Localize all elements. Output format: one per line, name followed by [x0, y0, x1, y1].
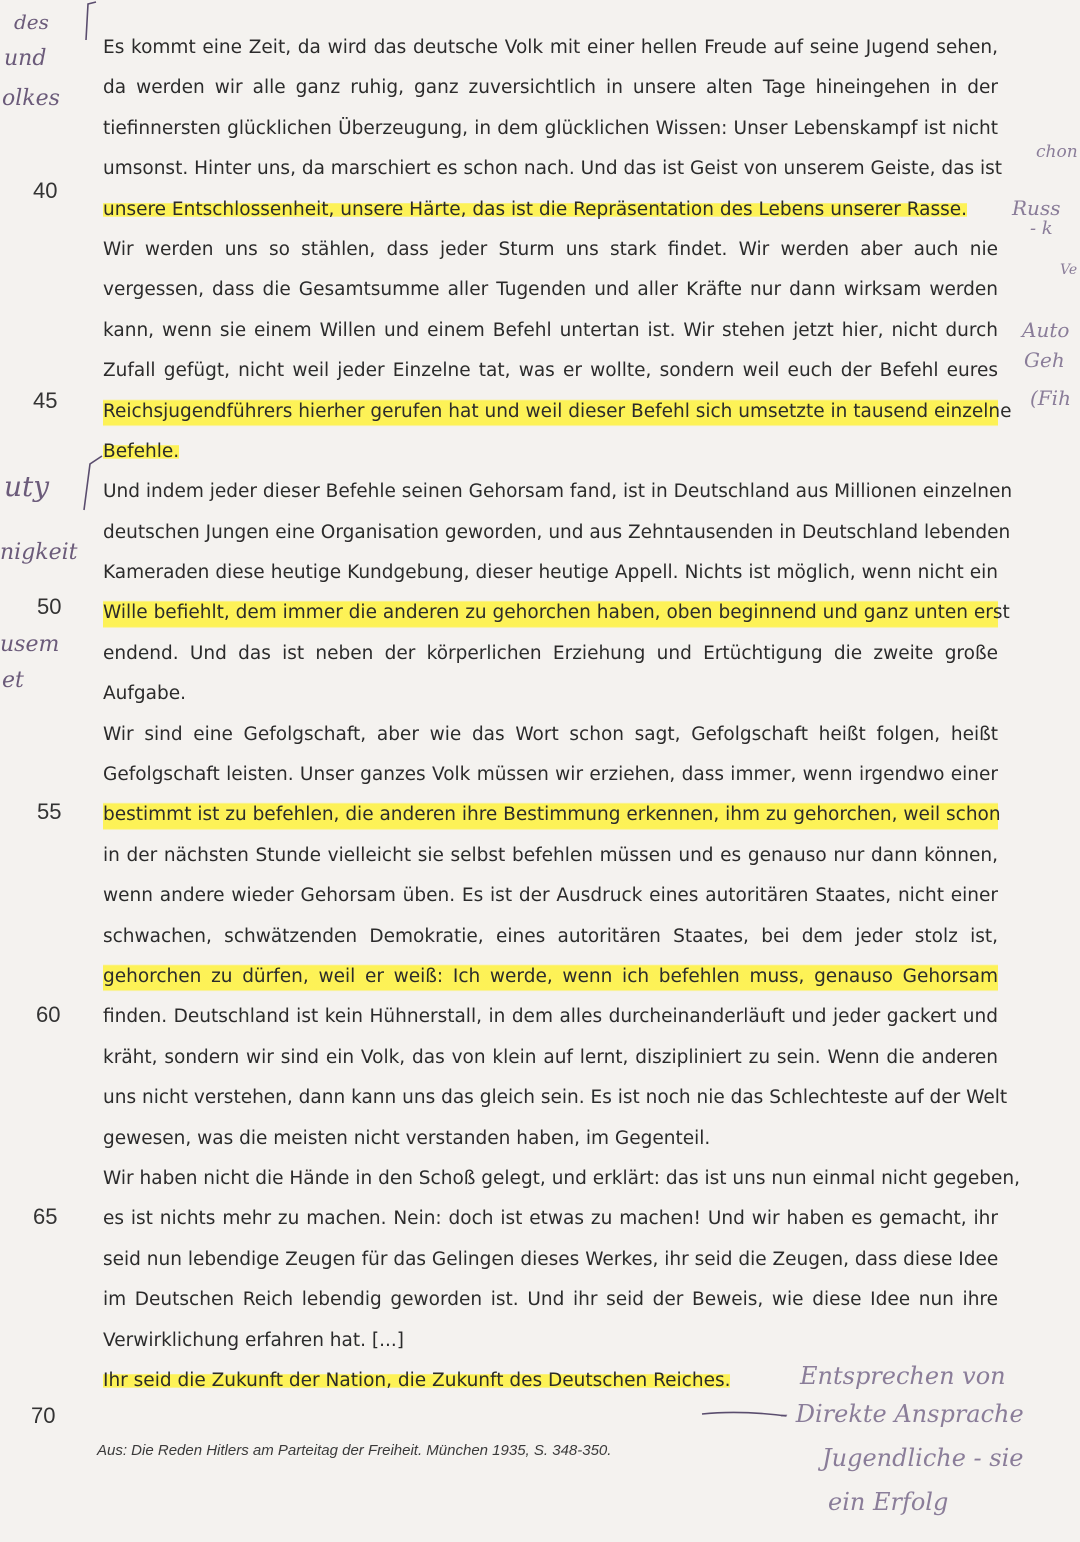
line-number-55: 55 [37, 799, 62, 824]
text-line [103, 634, 998, 674]
text-line [103, 836, 998, 876]
text-line [103, 432, 998, 472]
text-line [103, 392, 1012, 432]
text-line [103, 149, 1003, 189]
line-text: seid nun lebendige Zeugen für das Gelingen dieses Werkes, ihr seid die Zeugen, dass diese Idee [103, 1248, 999, 1270]
handwritten-underline-stroke [700, 1404, 790, 1424]
source-citation: Aus: Die Reden Hitlers am Parteitag der Freiheit. München 1935, S. 348-350. [97, 1442, 612, 1459]
line-number-40: 40 [33, 178, 58, 203]
line-text: tiefinnersten glücklichen Überzeugung, in dem glücklichen Wissen: Unser Lebenskampf ist nicht [103, 117, 998, 139]
line-text: Kameraden diese heutige Kundgebung, dieser heutige Appell. Nichts ist möglich, wenn nicht ein [103, 562, 998, 584]
line-text: Wir haben nicht die Hände in den Schoß gelegt, und erklärt: das ist uns nun einmal nicht gegeben, [103, 1167, 1020, 1189]
highlighted-text: Befehle. [103, 440, 180, 462]
line-text: umsonst. Hinter uns, da marschiert es schon nach. Und das ist Geist von unserem Geiste, das ist [103, 158, 1003, 180]
handwritten-note-bottom-1: Entsprechen von [800, 1362, 1006, 1390]
line-text: finden. Deutschland ist kein Hühnerstall, in dem alles durcheinanderläuft und jeder gackert und [103, 1006, 998, 1028]
handwritten-note-right-2: Russ [1012, 196, 1061, 220]
text-line [103, 553, 998, 593]
text-line [103, 1159, 1020, 1199]
handwritten-note-right-3: - k [1030, 218, 1053, 239]
line-number-45: 45 [33, 388, 58, 413]
handwritten-note-bottom-2: - Direkte Ansprache [780, 1400, 1024, 1428]
text-line [103, 190, 998, 230]
text-line [103, 68, 998, 108]
line-number-65: 65 [33, 1204, 58, 1229]
text-line [103, 957, 998, 997]
highlighted-text: Wille befiehlt, dem immer die anderen zu gehorchen haben, oben beginnend und ganz unten erst [103, 593, 998, 633]
handwritten-note-left-5: nigkeit [0, 540, 78, 565]
handwritten-note-left-1: des [14, 10, 49, 34]
line-text: im Deutschen Reich lebendig geworden ist. Und ihr seid der Beweis, wie diese Idee nun ihre [103, 1289, 998, 1311]
handwritten-note-left-3: olkes [2, 86, 60, 111]
line-text: Zufall gefügt, nicht weil jeder Einzelne tat, was er wollte, sondern weil euch der Befehl eures [103, 360, 998, 382]
line-number-70: 70 [31, 1403, 56, 1428]
text-line [103, 270, 998, 310]
line-text: vergessen, dass die Gesamtsumme aller Tugenden und aller Kräfte nur dann wirksam werden [103, 279, 998, 301]
line-text: deutschen Jungen eine Organisation geworden, und aus Zehntausenden in Deutschland lebenden [103, 521, 1011, 543]
line-number-60: 60 [36, 1002, 61, 1027]
line-text: Gefolgschaft leisten. Unser ganzes Volk müssen wir erziehen, dass immer, wenn irgendwo einer [103, 764, 998, 786]
text-line [103, 876, 998, 916]
text-line [103, 755, 998, 795]
line-text: gewesen, was die meisten nicht verstanden haben, im Gegenteil. [103, 1127, 711, 1149]
text-line [103, 795, 1001, 835]
text-line [103, 109, 998, 149]
handwritten-note-left-7: et [2, 668, 24, 693]
line-text: in der nächsten Stunde vielleicht sie selbst befehlen müssen und es genauso nur dann können, [103, 844, 998, 866]
line-text: endend. Und das ist neben der körperlichen Erziehung und Ertüchtigung die zweite große [103, 642, 998, 664]
text-line [103, 28, 998, 68]
handwritten-note-bottom-4: ein Erfolg [828, 1488, 949, 1516]
speech-text [103, 28, 1020, 1401]
line-text: da werden wir alle ganz ruhig, ganz zuversichtlich in unsere alten Tage hineingehen in der [103, 77, 998, 99]
handwritten-note-right-6: Geh [1024, 348, 1065, 372]
handwritten-note-right-1: chon [1036, 142, 1078, 162]
highlighted-text: Ihr seid die Zukunft der Nation, die Zukunft des Deutschen Reiches. [103, 1369, 731, 1391]
line-text: Und indem jeder dieser Befehle seinen Gehorsam fand, ist in Deutschland aus Millionen einzelnen [103, 481, 1013, 503]
text-line [103, 1321, 998, 1361]
text-line [103, 1119, 998, 1159]
handwritten-note-right-7: (Fih [1030, 386, 1071, 410]
text-line [103, 1199, 998, 1239]
handwritten-note-right-5: Auto [1022, 318, 1070, 342]
text-line [103, 674, 998, 714]
text-line [103, 715, 998, 755]
handwritten-note-bottom-3: Jugendliche - sie [822, 1444, 1024, 1472]
text-line [103, 593, 1010, 633]
text-line [103, 513, 1011, 553]
line-text: Aufgabe. [103, 683, 186, 705]
text-line [103, 351, 998, 391]
text-line [103, 917, 998, 957]
handwritten-note-left-2: und [4, 46, 47, 71]
line-text: kann, wenn sie einem Willen und einem Befehl untertan ist. Wir stehen jetzt hier, nicht durch [103, 319, 998, 341]
text-line [103, 1038, 998, 1078]
text-line [103, 311, 998, 351]
line-text: es ist nichts mehr zu machen. Nein: doch ist etwas zu machen! Und wir haben es gemacht, ihr [103, 1208, 998, 1230]
handwritten-note-right-4: Ve [1060, 262, 1078, 278]
line-text: Wir sind eine Gefolgschaft, aber wie das Wort schon sagt, Gefolgschaft heißt folgen, heißt [103, 723, 998, 745]
line-number-50: 50 [37, 594, 62, 619]
text-line [103, 997, 998, 1037]
highlighted-text: Reichsjugendführers hierher gerufen hat und weil dieser Befehl sich umsetzte in tausend einzelne [103, 392, 998, 432]
text-line [103, 1078, 1008, 1118]
text-line [103, 1280, 998, 1320]
highlighted-text: gehorchen zu dürfen, weil er weiß: Ich werde, wenn ich befehlen muss, genauso Gehorsam [103, 957, 998, 997]
line-text: kräht, sondern wir sind ein Volk, das von klein auf lernt, diszipliniert zu sein. Wenn die anderen [103, 1046, 998, 1068]
line-text: Wir werden uns so stählen, dass jeder Sturm uns stark findet. Wir werden aber auch nie [103, 238, 998, 260]
line-text: Verwirklichung erfahren hat. [...] [103, 1329, 404, 1351]
text-line [103, 230, 998, 270]
line-text: schwachen, schwätzenden Demokratie, eines autoritären Staates, bei dem jeder stolz ist, [103, 925, 998, 947]
line-text: uns nicht verstehen, dann kann uns das gleich sein. Es ist noch nie das Schlechteste auf der Welt [103, 1087, 1008, 1109]
handwritten-note-left-4: uty [4, 470, 50, 503]
text-line [103, 1240, 998, 1280]
highlighted-text: unsere Entschlossenheit, unsere Härte, das ist die Repräsentation des Lebens unserer Rasse. [103, 198, 968, 220]
highlighted-text: bestimmt ist zu befehlen, die anderen ihre Bestimmung erkennen, ihm zu gehorchen, weil schon [103, 795, 998, 835]
text-line [103, 472, 1013, 512]
line-text: wenn andere wieder Gehorsam üben. Es ist der Ausdruck eines autoritären Staates, nicht einer [103, 885, 998, 907]
line-text: Es kommt eine Zeit, da wird das deutsche Volk mit einer hellen Freude auf seine Jugend sehen, [103, 37, 998, 58]
handwritten-note-left-6: usem [0, 632, 60, 657]
